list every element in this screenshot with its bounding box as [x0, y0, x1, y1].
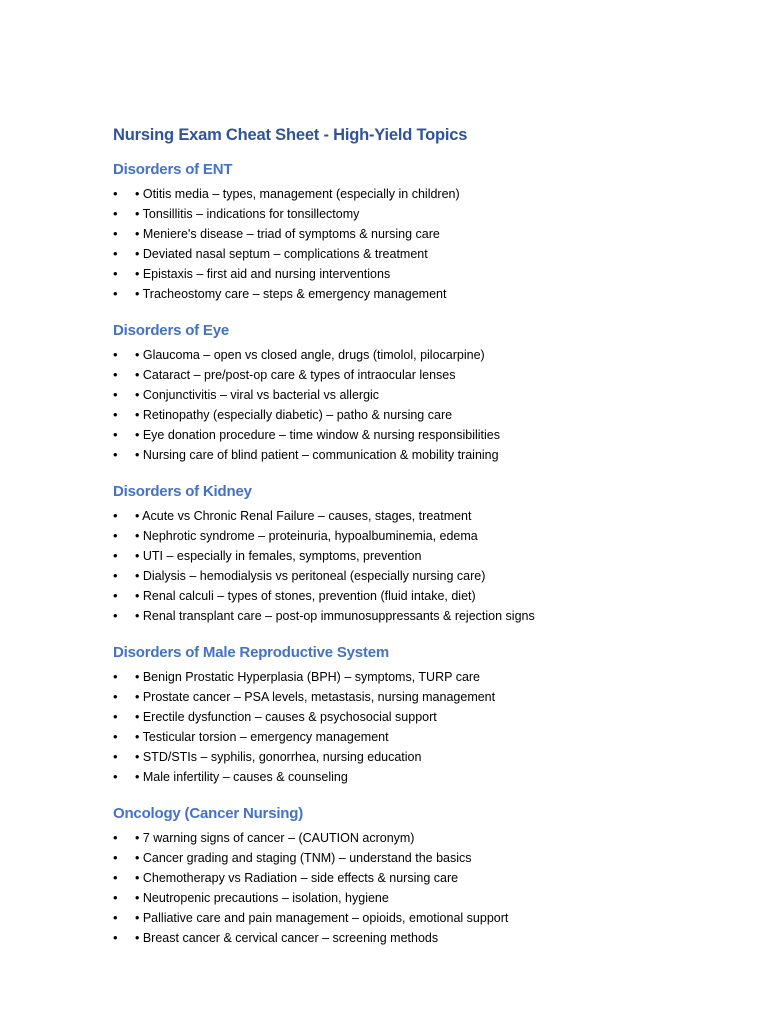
bullet-list [113, 506, 733, 626]
bullet-icon: • [113, 286, 118, 301]
bullet-icon: • [113, 367, 118, 382]
bullet-icon: • [113, 830, 118, 845]
list-item [113, 928, 733, 948]
page-title: Nursing Exam Cheat Sheet - High-Yield Topics [113, 126, 468, 144]
list-item [113, 707, 733, 727]
bullet-icon: • [113, 347, 118, 362]
bullet-list [113, 667, 733, 787]
bullet-icon: • [113, 447, 118, 462]
bullet-icon: • [113, 669, 118, 684]
list-item-text: • Glaucoma – open vs closed angle, drugs (timolol, pilocarpine) [135, 348, 485, 362]
list-item-text: • Erectile dysfunction – causes & psychosocial support [135, 710, 437, 724]
list-item-text: • Conjunctivitis – viral vs bacterial vs allergic [135, 388, 380, 402]
bullet-icon: • [113, 226, 118, 241]
list-item [113, 184, 733, 204]
list-item [113, 345, 733, 365]
list-item-text: • Palliative care and pain management – opioids, emotional support [135, 911, 509, 925]
bullet-icon: • [113, 206, 118, 221]
list-item [113, 727, 733, 747]
bullet-icon: • [113, 508, 118, 523]
list-item [113, 405, 733, 425]
list-item [113, 767, 733, 787]
bullet-icon: • [113, 588, 118, 603]
list-item [113, 848, 733, 868]
bullet-icon: • [113, 548, 118, 563]
list-item-text: • Acute vs Chronic Renal Failure – causes, stages, treatment [135, 509, 472, 523]
bullet-icon: • [113, 910, 118, 925]
section-ent [113, 159, 733, 304]
list-item-text: • Renal transplant care – post-op immunosuppressants & rejection signs [135, 609, 535, 623]
list-item-text: • Nephrotic syndrome – proteinuria, hypoalbuminemia, edema [135, 529, 478, 543]
list-item-text: • Breast cancer & cervical cancer – screening methods [135, 931, 439, 945]
bullet-icon: • [113, 266, 118, 281]
list-item-text: • Male infertility – causes & counseling [135, 770, 348, 784]
section-heading: Disorders of Male Reproductive System [113, 644, 390, 661]
section-oncology [113, 803, 733, 948]
list-item-text: • Neutropenic precautions – isolation, hygiene [135, 891, 389, 905]
list-item-text: • Retinopathy (especially diabetic) – patho & nursing care [135, 408, 453, 422]
list-item-text: • UTI – especially in females, symptoms, prevention [135, 549, 422, 563]
bullet-icon: • [113, 769, 118, 784]
list-item [113, 526, 733, 546]
section-kidney [113, 481, 733, 626]
list-item [113, 264, 733, 284]
bullet-icon: • [113, 427, 118, 442]
list-item-text: • Testicular torsion – emergency management [135, 730, 389, 744]
bullet-icon: • [113, 709, 118, 724]
list-item-text: • STD/STIs – syphilis, gonorrhea, nursing education [135, 750, 422, 764]
list-item [113, 224, 733, 244]
bullet-icon: • [113, 608, 118, 623]
list-item-text: • Deviated nasal septum – complications & treatment [135, 247, 428, 261]
list-item [113, 868, 733, 888]
section-male-reproductive [113, 642, 733, 787]
list-item [113, 606, 733, 626]
bullet-icon: • [113, 246, 118, 261]
bullet-list [113, 828, 733, 948]
section-heading: Disorders of Eye [113, 322, 230, 339]
bullet-icon: • [113, 749, 118, 764]
bullet-icon: • [113, 186, 118, 201]
bullet-icon: • [113, 930, 118, 945]
list-item-text: • Tracheostomy care – steps & emergency management [135, 287, 447, 301]
bullet-icon: • [113, 890, 118, 905]
bullet-icon: • [113, 729, 118, 744]
bullet-icon: • [113, 407, 118, 422]
list-item [113, 687, 733, 707]
list-item [113, 586, 733, 606]
bullet-list [113, 345, 733, 465]
list-item-text: • Nursing care of blind patient – communication & mobility training [135, 448, 499, 462]
list-item [113, 546, 733, 566]
bullet-list [113, 184, 733, 304]
section-heading: Disorders of ENT [113, 161, 233, 178]
list-item [113, 747, 733, 767]
section-heading: Oncology (Cancer Nursing) [113, 805, 304, 822]
list-item [113, 506, 733, 526]
list-item-text: • Eye donation procedure – time window & nursing responsibilities [135, 428, 500, 442]
list-item [113, 385, 733, 405]
list-item [113, 566, 733, 586]
list-item-text: • Meniere's disease – triad of symptoms & nursing care [135, 227, 440, 241]
list-item-text: • Cataract – pre/post-op care & types of intraocular lenses [135, 368, 456, 382]
list-item-text: • 7 warning signs of cancer – (CAUTION acronym) [135, 831, 415, 845]
list-item-text: • Chemotherapy vs Radiation – side effects & nursing care [135, 871, 459, 885]
list-item [113, 284, 733, 304]
list-item [113, 204, 733, 224]
bullet-icon: • [113, 689, 118, 704]
bullet-icon: • [113, 568, 118, 583]
section-heading: Disorders of Kidney [113, 483, 252, 500]
list-item [113, 244, 733, 264]
list-item-text: • Dialysis – hemodialysis vs peritoneal (especially nursing care) [135, 569, 486, 583]
list-item-text: • Cancer grading and staging (TNM) – understand the basics [135, 851, 472, 865]
list-item [113, 365, 733, 385]
list-item-text: • Renal calculi – types of stones, prevention (fluid intake, diet) [135, 589, 476, 603]
bullet-icon: • [113, 850, 118, 865]
list-item-text: • Epistaxis – first aid and nursing interventions [135, 267, 391, 281]
bullet-icon: • [113, 870, 118, 885]
list-item [113, 445, 733, 465]
section-eye [113, 320, 733, 465]
list-item-text: • Tonsillitis – indications for tonsillectomy [135, 207, 360, 221]
list-item-text: • Otitis media – types, management (especially in children) [135, 187, 460, 201]
list-item-text: • Prostate cancer – PSA levels, metastasis, nursing management [135, 690, 496, 704]
list-item-text: • Benign Prostatic Hyperplasia (BPH) – symptoms, TURP care [135, 670, 481, 684]
list-item [113, 667, 733, 687]
document-content [113, 124, 733, 964]
list-item [113, 888, 733, 908]
list-item [113, 425, 733, 445]
list-item [113, 908, 733, 928]
bullet-icon: • [113, 387, 118, 402]
bullet-icon: • [113, 528, 118, 543]
list-item [113, 828, 733, 848]
